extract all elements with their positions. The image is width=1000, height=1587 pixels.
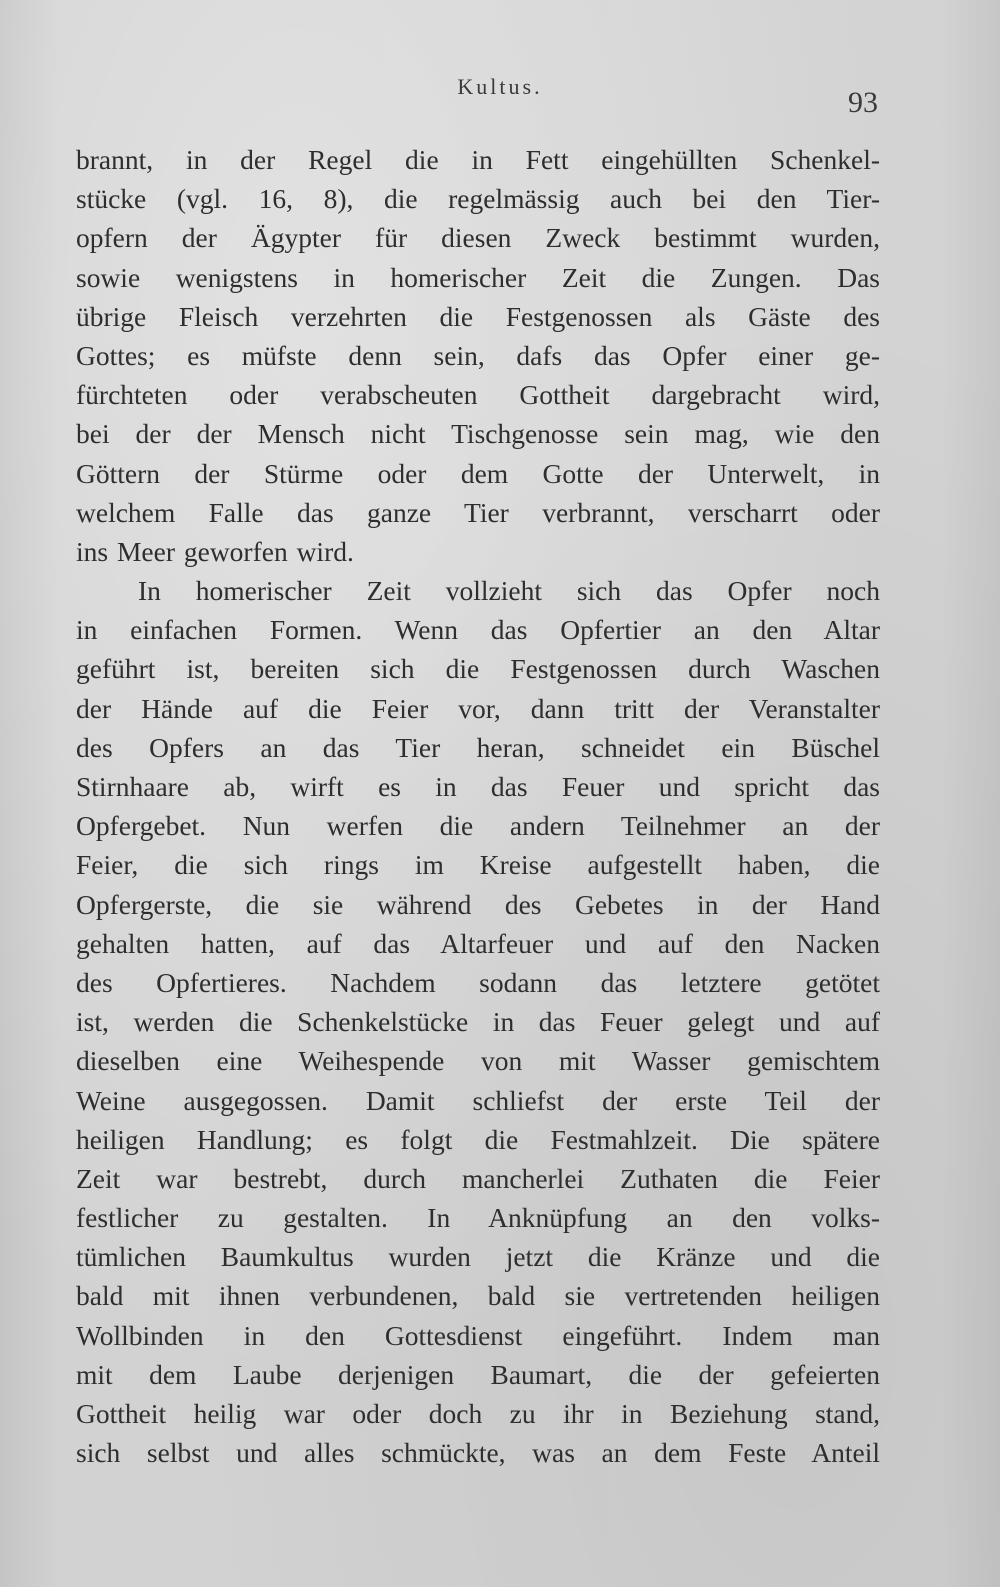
- text-line: gehalten hatten, auf das Altarfeuer und auf den Nacken: [76, 927, 880, 959]
- text-line: fürchteten oder verabscheuten Gottheit dargebracht wird,: [76, 379, 880, 411]
- text-line: ist, werden die Schenkelstücke in das Feuer gelegt und auf: [76, 1006, 880, 1038]
- text-line: Stirnhaare ab, wirft es in das Feuer und spricht das: [76, 771, 880, 802]
- text-line: mit dem Laube derjenigen Baumart, die der gefeierten: [76, 1358, 880, 1390]
- text-line: geführt ist, bereiten sich die Festgenossen durch Waschen: [76, 653, 880, 685]
- text-line: des Opfertieres. Nachdem sodann das letztere getötet: [76, 966, 880, 998]
- text-line: brannt, in der Regel die in Fett eingehüllten Schenkel-: [76, 144, 880, 175]
- text-line: in einfachen Formen. Wenn das Opfertier an den Altar: [76, 614, 880, 646]
- text-line: bald mit ihnen verbundenen, bald sie vertretenden heiligen: [76, 1280, 880, 1312]
- text-line: Göttern der Stürme oder dem Gotte der Unterwelt, in: [76, 457, 880, 489]
- text-line: Feier, die sich rings im Kreise aufgestellt haben, die: [76, 849, 880, 881]
- text-line: Gottes; es müfste denn sein, dafs das Opfer einer ge-: [76, 339, 880, 371]
- text-line: stücke (vgl. 16, 8), die regelmässig auch bei den Tier-: [76, 183, 880, 215]
- page-number: 93: [848, 86, 878, 119]
- text-line: festlicher zu gestalten. In Anknüpfung an den volks-: [76, 1202, 880, 1234]
- text-line: der Hände auf die Feier vor, dann tritt der Veranstalter: [76, 692, 880, 724]
- text-line: dieselben eine Weihespende von mit Wasser gemischtem: [76, 1045, 880, 1077]
- text-line: Zeit war bestrebt, durch mancherlei Zuthaten die Feier: [76, 1162, 880, 1194]
- text-line: opfern der Ägypter für diesen Zweck bestimmt wurden,: [76, 222, 880, 254]
- paragraph-end-line: ins Meer geworfen wird.: [76, 535, 354, 567]
- text-line: heiligen Handlung; es folgt die Festmahlzeit. Die spätere: [76, 1123, 880, 1155]
- text-line: des Opfers an das Tier heran, schneidet ein Büschel: [76, 731, 880, 763]
- text-line: sich selbst und alles schmückte, was an dem Feste Anteil: [76, 1437, 880, 1469]
- text-line: Gottheit heilig war oder doch zu ihr in Beziehung stand,: [76, 1398, 880, 1429]
- running-head: Kultus.: [457, 74, 543, 99]
- text-line: Opfergerste, die sie während des Gebetes in der Hand: [76, 888, 880, 920]
- text-line: tümlichen Baumkultus wurden jetzt die Kränze und die: [76, 1241, 880, 1273]
- text-line: welchem Falle das ganze Tier verbrannt, verscharrt oder: [76, 496, 880, 528]
- paragraph-start-line: In homerischer Zeit vollzieht sich das Opfer noch: [138, 575, 880, 607]
- text-line: übrige Fleisch verzehrten die Festgenossen als Gäste des: [76, 300, 880, 332]
- text-line: Weine ausgegossen. Damit schliefst der erste Teil der: [76, 1084, 880, 1116]
- text-line: Opfergebet. Nun werfen die andern Teilnehmer an der: [76, 810, 880, 842]
- body-text: [76, 140, 880, 1472]
- text-line: bei der der Mensch nicht Tischgenosse sein mag, wie den: [76, 418, 880, 450]
- text-line: sowie wenigstens in homerischer Zeit die Zungen. Das: [76, 261, 880, 293]
- text-line: Wollbinden in den Gottesdienst eingeführt. Indem man: [76, 1319, 880, 1351]
